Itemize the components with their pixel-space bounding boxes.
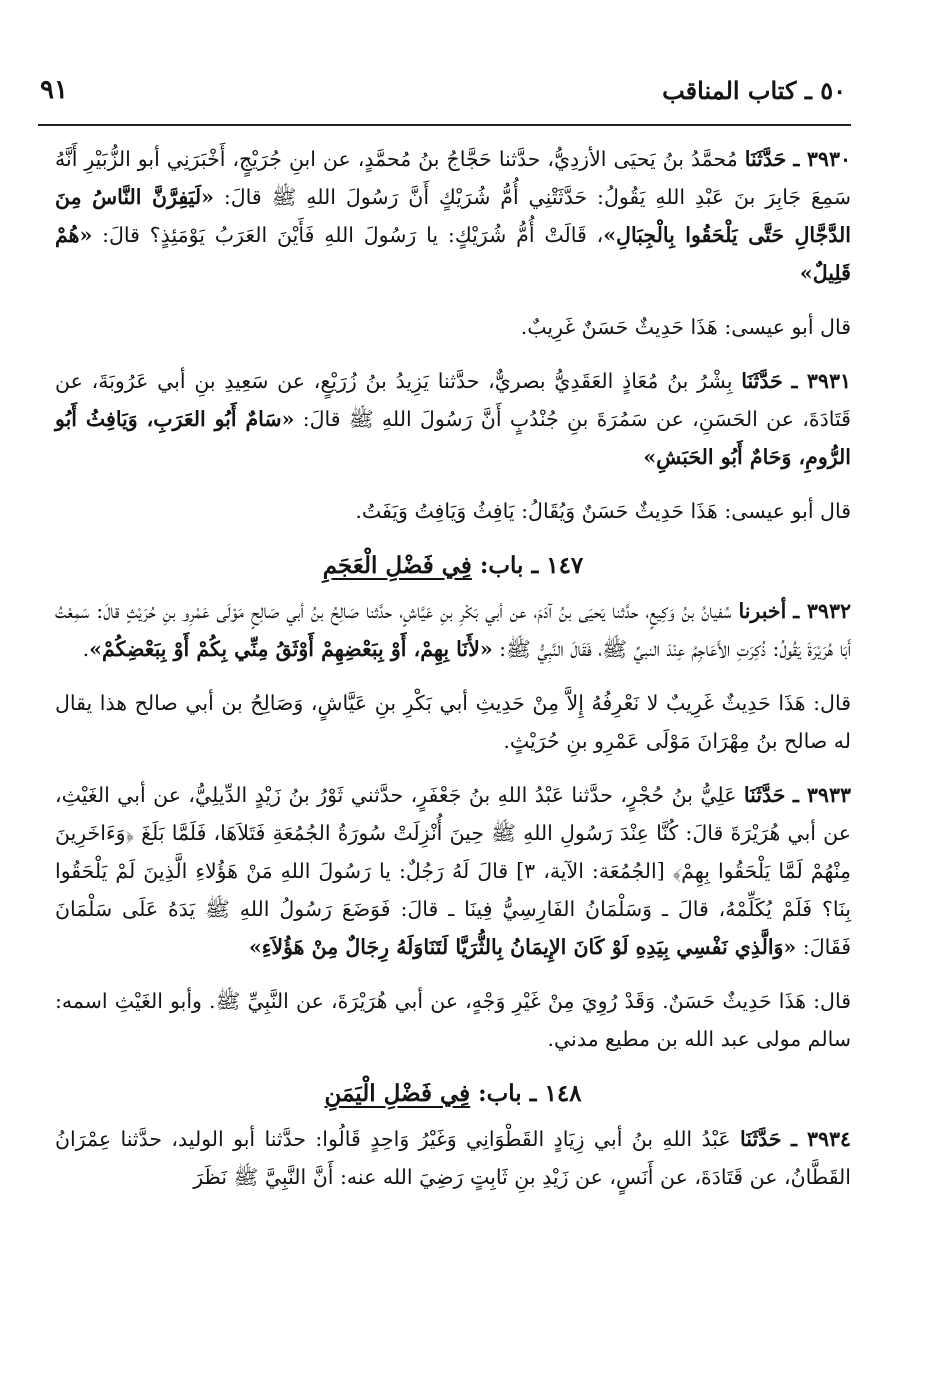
hadith-3934 (55, 1120, 851, 1196)
hadith-number: ٣٩٣٢ ـ (793, 599, 851, 623)
matn-text: «وَالَّذِي نَفْسِي بِيَدِهِ لَوْ كَانَ الإِيمَانُ بِالثُّرَيَّا لَتَنَاوَلَهُ رِجَالٌ مِنْ هَؤُلاَءِ» (248, 935, 797, 959)
grading-comment: قال أبو عيسى: هَذَا حَدِيثٌ حَسَنٌ غَرِيبٌ. (520, 315, 851, 339)
isnad-keyword: حَدَّثَنَا (740, 1127, 782, 1151)
grading-comment: قال: هَذَا حَدِيثٌ غَرِيبٌ لا نَعْرِفُهُ إِلاَّ مِنْ حَدِيثِ أبي بَكْرِ بنِ عَيَّاشٍ، وَصَالِحُ بن أبي صالح هذا يقال له صالح بنُ مِهْرَانَ مَوْلَى عَمْرِو بنِ حُرَيْثٍ. (55, 691, 851, 753)
matn-text: «هُمْ قَلِيلٌ» (55, 223, 851, 285)
isnad-keyword: أخبرنا (738, 599, 787, 623)
sentence-end: . (82, 637, 90, 661)
matn-text: «لَيَفِرَّنَّ النَّاسُ مِنَ الدَّجَّالِ حَتَّى يَلْحَقُوا بِالْجِبَالِ» (55, 185, 852, 247)
matn-text: «لأَنَا بِهِمْ، أَوْ بِبَعْضِهِمْ أَوْثَقُ مِنِّي بِكُمْ أَوْ بِبَعْضِكُمْ» (89, 637, 493, 661)
isnad-keyword: حَدَّثَنَا (741, 369, 783, 393)
matn-text: «سَامٌ أَبُو العَرَبِ، وَيَافِثُ أَبُو الرُّومِ، وَحَامٌ أَبُو الحَبَشِ» (55, 407, 851, 469)
grading-comment: قال أبو عيسى: هَذَا حَدِيثٌ حَسَنٌ وَيُقَالُ: يَافِثُ وَيَافِتُ وَيَفَتُ. (355, 499, 851, 523)
isnad-keyword: حَدَّثَنَا (744, 147, 787, 171)
hadith-3933 (55, 776, 851, 966)
isnad-text: سُفيانُ بنُ وَكِيعٍ، حدَّثنا يَحيَى بنُ آدَمَ، عن أبي بَكْرِ بنِ عَيَّاشٍ، حدَّثنا صَالِحُ بنُ أبي صَالِحٍ مَوْلَى عَمْرِو بنِ حُرَيْثٍ قالَ: سَمِعْتُ أَبَا هُرَيْرَةَ يَقُولُ: ذُكِرَتِ الأَعَاجِمُ عِنْدَ النبيِّ ﷺ، فَقَالَ النَّبِيُّ ﷺ: (55, 599, 851, 661)
chapter-number: ١٤٧ ـ باب: (479, 552, 584, 579)
isnad-text: مُحمَّدُ بنُ يَحيَى الأزدِيُّ، حدَّثنا حَجَّاجُ بنُ مُحمَّدٍ، عن ابنِ جُرَيْجٍ، أَخْبَرَنِي أبو الزُّبَيْرِ أَنَّهُ سَمِعَ جَابِرَ بنَ عَبْدِ اللهِ يَقُولُ: حَدَّثَتْنِي أُمُّ شُرَيْكٍ أَنَّ رَسُولَ اللهِ ﷺ قالَ: (55, 147, 851, 209)
page-number: ٩١ (40, 75, 68, 105)
hadith-number: ٣٩٣٣ ـ (792, 783, 851, 807)
hadith-number: ٣٩٣٠ ـ (793, 147, 851, 171)
page-body (55, 140, 851, 1212)
isnad-text: عَلِيُّ بنُ حُجْرٍ، حدَّثنا عَبْدُ اللهِ بنُ جَعْفَرٍ، حدَّثني ثَوْرُ بنُ زَيْدٍ الدِّيلِيُّ، عن أبي الغَيْثِ، عن أبي هُرَيْرَةَ قالَ: كُنَّا عِنْدَ رَسُولِ اللهِ ﷺ حِينَ أُنْزِلَتْ سُورَةُ الجُمُعَةِ فَتَلاَهَا، فَلَمَّا بَلَغَ ﴿وَءَاخَرِينَ مِنْهُمْ لَمَّا يَلْحَقُوا بِهِمْ﴾ [الجُمُعَة: الآية، ٣] قالَ لَهُ رَجُلٌ: يا رَسُولَ اللهِ مَنْ هَؤُلاءِ الَّذِينَ لَمْ يَلْحَقُوا بِنَا؟ فَلَمْ يُكَلِّمْهُ، قالَ ـ وَسَلْمَانُ الفَارِسِيُّ فِينَا ـ قالَ: فَوَضَعَ رَسُولُ اللهِ ﷺ يَدَهُ عَلَى سَلْمَانَ فَقَالَ: (55, 783, 851, 959)
chapter-heading (55, 1074, 851, 1114)
isnad-text: بِشْرُ بنُ مُعَاذٍ العَقَدِيُّ بصريٌّ، حدَّثنا يَزِيدُ بنُ زُرَيْعٍ، عن سَعِيدِ بنِ أبي عَرُوبَةَ، عن قَتَادَةَ، عن الحَسَنِ، عن سَمُرَةَ بنِ جُنْدُبٍ أَنَّ رَسُولَ اللهِ ﷺ قالَ: (55, 369, 851, 431)
header-rule (38, 124, 851, 126)
page-header (40, 72, 846, 108)
isnad-text: عَبْدُ اللهِ بنُ أبي زِيَادٍ القَطْوَانِي وَغَيْرُ وَاحِدٍ قَالُوا: حدَّثنا أبو الوليد، حدَّثنا عِمْرَانُ القَطَّانُ، عن قَتَادَةَ، عن أَنَسٍ، عن زَيْدِ بنِ ثَابِتٍ رَضِيَ الله عنه: أَنَّ النَّبِيَّ ﷺ نَظَرَ (55, 1127, 851, 1189)
book-title: ٥٠ ـ كتاب المناقب (662, 75, 846, 105)
chapter-title: فِي فَضْلِ الْعَجَمِ (322, 552, 472, 579)
chapter-number: ١٤٨ ـ باب: (478, 1080, 582, 1107)
chapter-title: فِي فَضْلِ الْيَمَنِ (324, 1080, 471, 1107)
hadith-3932 (55, 592, 851, 668)
isnad-keyword: حَدَّثَنَا (743, 783, 786, 807)
hadith-number: ٣٩٣٤ ـ (790, 1127, 851, 1151)
hadith-3930 (55, 140, 851, 292)
hadith-3931 (55, 362, 851, 476)
narration-text: ، قَالَتْ أُمُّ شُرَيْكٍ: يا رَسُولَ اللهِ فَأَيْنَ العَرَبُ يَوْمَئِذٍ؟ قالَ: (102, 223, 604, 247)
hadith-number: ٣٩٣١ ـ (791, 369, 851, 393)
chapter-heading (55, 546, 851, 586)
grading-comment: قال: هَذَا حَدِيثٌ حَسَنٌ. وَقَدْ رُوِيَ مِنْ غَيْرِ وَجْهٍ، عن أبي هُرَيْرَةَ، عن النَّبِيِّ ﷺ. وأبو الغَيْثِ اسمه: سالم مولى عبد الله بن مطيع مدني. (55, 989, 851, 1051)
